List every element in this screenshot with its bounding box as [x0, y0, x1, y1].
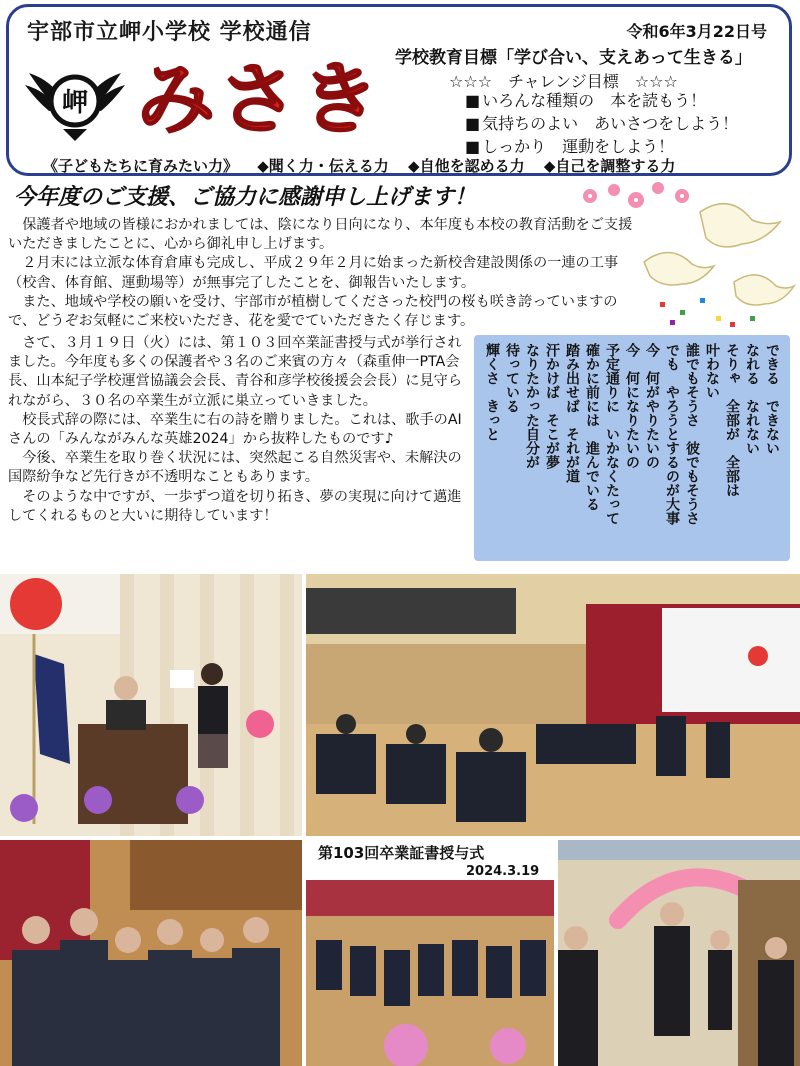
paragraph: 校長式辞の際には、卒業生に右の詩を贈りました。これは、歌手のAIさんの「みんながみんな英雄2024」から抜粋したものです♪ [8, 411, 462, 448]
abilities-line [43, 155, 689, 176]
ability-item: ◆自他を認める力 [408, 157, 525, 175]
poem-line: 汗かけば そこが夢 [544, 343, 560, 469]
challenge-item: ■ 気持ちのよい あいさつをしよう！ [465, 112, 738, 135]
paragraph: 保護者や地域の皆様におかれましては、陰になり日向になり、本年度も本校の教育活動をご支援いただきましたことに、心から御礼申し上げます。 [8, 217, 633, 253]
paragraph: ２月末には立派な体育倉庫も完成し、平成２９年２月に始まった新校舎建設関係の一連の工事（校舎、体育館、運動場等）が無事完了したことを、御報告いたします。 [8, 255, 619, 291]
poem-line: 確かに前には 進んでいる [584, 343, 600, 511]
article-headline: 今年度のご支援、ご協力に感謝申し上げます！ [14, 185, 477, 210]
issue-date: 令和6年3月22日号 [626, 22, 767, 41]
paragraph: また、地域や学校の願いを受け、宇部市が植樹してくださった校門の桜も咲き誇っていますので、どうぞお気軽にご来校いただき、花を愛でていただきたく存じます。 [8, 293, 618, 330]
challenge-item: ■ いろんな種類の 本を読もう！ [465, 89, 738, 112]
photo-principal-podium [0, 574, 302, 836]
paragraph: 今後、卒業生を取り巻く状況には、突然起こる自然災害や、未解決の国際紛争など先行きが不透明なこともあります。 [8, 450, 462, 486]
school-emblem-icon [23, 53, 127, 145]
challenge-heading: ☆☆☆ チャレンジ目標 ☆☆☆ [449, 72, 678, 91]
poem-line: 輝くさ きっと [484, 343, 500, 441]
poem-line: できる できない [764, 343, 780, 455]
poem-line: 予定通りに いかなくたって [604, 343, 620, 525]
newsletter-title: みさき [137, 54, 384, 145]
poem-line: 今 何になりたいの [624, 343, 640, 469]
poem-line: でも やろうとするのが大事 [664, 343, 680, 525]
photo-caption-date: 2024.3.19 [466, 864, 540, 879]
photo-students-singing [0, 840, 302, 1066]
poem-line: なれる なれない [744, 343, 760, 455]
poem-line: そりゃ 全部が 全部は [724, 343, 740, 497]
poem [482, 343, 782, 555]
ability-item: ◆自己を調整する力 [543, 157, 676, 175]
school-goal: 学校教育目標「学び合い、支えあって生きる」 [395, 48, 752, 68]
emblem-char: 岬 [61, 88, 89, 118]
challenge-list [465, 89, 738, 158]
photo-seated-graduates [306, 880, 554, 1066]
paragraph: そのような中ですが、一歩ずつ道を切り拓き、夢の実現に向けて邁進してくれるものと大いに期待しています！ [8, 488, 462, 524]
challenge-item: ■ しっかり 運動をしよう！ [465, 135, 738, 158]
poem-line: なりたかった自分が [524, 343, 540, 469]
poem-line: 誰でもそうさ 彼でもそうさ [684, 343, 700, 525]
photo-gymnasium-ceremony [306, 574, 800, 836]
article-body-narrow [8, 334, 470, 526]
school-name: 宇部市立岬小学校 学校通信 [27, 20, 312, 45]
article-body-wide [8, 216, 638, 331]
abilities-label: 《子どもたちに育みたい力》 [43, 157, 239, 175]
paragraph: さて、３月１９日（火）には、第１０３回卒業証書授与式が挙行されました。今年度も多くの保護者や３名のご来賓の方々（森重伸一PTA会長、山本紀子学校運営協議会会長、青谷和彦学校後援会会長）に見守られながら、３０名の卒業生が立派に巣立っていきました。 [8, 335, 463, 409]
photo-caption-title: 第103回卒業証書授与式 [318, 844, 485, 862]
poem-box [474, 335, 790, 561]
doves-illustration-icon [640, 192, 796, 330]
poem-line: 待っている [504, 343, 520, 413]
poem-line: 叶わない [704, 343, 720, 399]
ability-item: ◆聞く力・伝える力 [257, 157, 389, 175]
photo-flower-arch-sendoff [558, 840, 800, 1066]
masthead [6, 4, 792, 176]
poem-line: 今 何がやりたいの [644, 343, 660, 469]
poem-line: 踏み出せば それが道 [564, 343, 580, 483]
